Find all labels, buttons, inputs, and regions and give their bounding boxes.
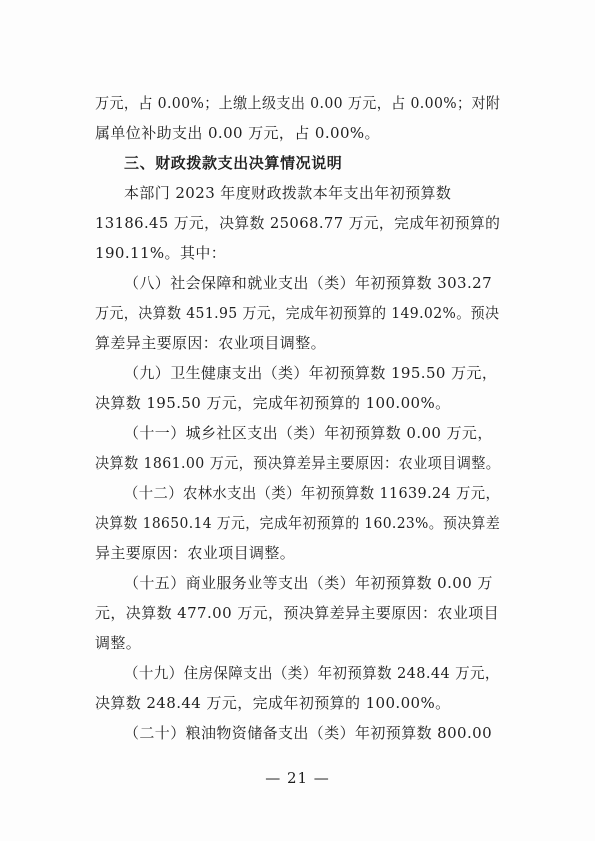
text-line-13: 决算数 1861.00 万元，预决算差异主要原因：农业项目调整。 [95, 454, 501, 472]
text-line-4: 本部门 2023 年度财政拨款本年支出年初预算数 [124, 184, 452, 202]
section-heading: 三、财政拨款支出决算情况说明 [124, 154, 343, 172]
text-line-19: 调整。 [95, 634, 142, 652]
text-line-5: 13186.45 万元，决算数 25068.77 万元，完成年初预算的 [95, 214, 501, 232]
text-line-12: （十一）城乡社区支出（类）年初预算数 0.00 万元， [124, 424, 493, 442]
text-line-9: 算差异主要原因：农业项目调整。 [95, 334, 327, 352]
text-line-22: （二十）粮油物资储备支出（类）年初预算数 800.00 [124, 724, 493, 742]
text-line-17: （十五）商业服务业等支出（类）年初预算数 0.00 万 [124, 574, 493, 592]
text-line-1: 万元，占 0.00%；上缴上级支出 0.00 万元，占 0.00%；对附 [95, 94, 501, 112]
text-line-15: 决算数 18650.14 万元，完成年初预算的 160.23%。预决算差 [95, 514, 501, 532]
text-line-16: 异主要原因：农业项目调整。 [95, 544, 296, 562]
text-line-18: 元，决算数 477.00 万元，预决算差异主要原因：农业项目 [95, 604, 500, 622]
text-line-10: （九）卫生健康支出（类）年初预算数 195.50 万元， [124, 364, 498, 382]
text-line-2: 属单位补助支出 0.00 万元，占 0.00%。 [95, 124, 380, 142]
text-line-7: （八）社会保障和就业支出（类）年初预算数 303.27 [124, 274, 493, 292]
text-line-8: 万元，决算数 451.95 万元，完成年初预算的 149.02%。预决 [95, 304, 500, 322]
text-line-20: （十九）住房保障支出（类）年初预算数 248.44 万元， [124, 664, 500, 682]
text-line-21: 决算数 248.44 万元，完成年初预算的 100.00%。 [95, 694, 451, 712]
text-line-6: 190.11%。其中： [95, 244, 227, 262]
page-number: — 21 — [265, 769, 330, 787]
text-line-14: （十二）农林水支出（类）年初预算数 11639.24 万元， [124, 484, 501, 502]
text-line-11: 决算数 195.50 万元，完成年初预算的 100.00%。 [95, 394, 451, 412]
